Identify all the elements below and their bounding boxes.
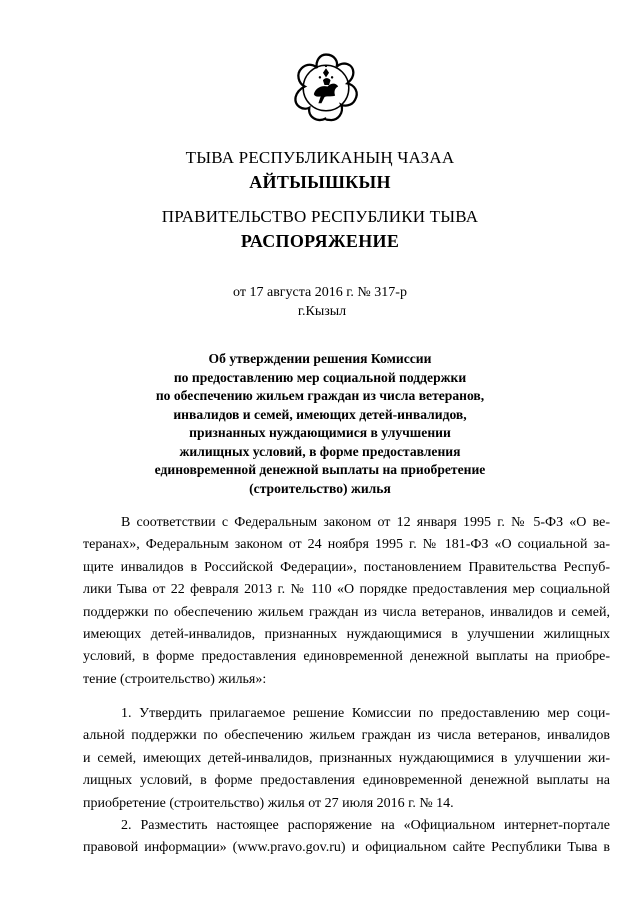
text-line: и семей, имеющих детей-инвалидов, признанных нуждающимися в улучшении жи- [83, 750, 610, 766]
item-1-paragraph [83, 703, 610, 815]
text-line: поддержки по обеспечению жильем граждан из числа ветеранов, инвалидов и семей, [83, 604, 610, 620]
title-line: жилищных условий, в форме предоставления [179, 443, 461, 459]
title-line: Об утверждении решения Комиссии [208, 351, 432, 366]
text-line: условий, в форме предоставления единовременной денежной выплаты на приобре- [83, 649, 610, 665]
title-line: единовременной денежной выплаты на приобретение [154, 462, 486, 477]
text-line: приобретение (строительство) жилья от 27 июля 2016 г. № 14. [83, 795, 454, 811]
text-line: лики Тыва от 22 февраля 2013 г. № 110 «О порядке предоставления мер социальной [83, 582, 610, 598]
title-line: по обеспечению жильем граждан из числа ветеранов, [155, 388, 485, 403]
tuvan-document-type: АЙТЫЫШКЫН [249, 172, 391, 192]
text-line: щите инвалидов в Российской Федерации», постановлением Правительства Респуб- [83, 559, 610, 575]
document-title [130, 350, 510, 498]
preamble-paragraph [83, 512, 610, 691]
text-line: 1. Утвердить прилагаемое решение Комиссии по предоставлению мер соци- [121, 706, 610, 721]
title-line: признанных нуждающимися в улучшении [189, 425, 451, 440]
item-2-paragraph [83, 815, 610, 860]
tuva-emblem-icon [288, 50, 364, 126]
text-line: теранах», Федеральным законом от 24 ноября 1995 г. № 181-ФЗ «О социальной за- [83, 537, 610, 553]
document-date-number: от 17 августа 2016 г. № 317-р [233, 285, 407, 300]
title-line: по предоставлению мер социальной поддержки [173, 369, 467, 385]
text-line: 2. Разместить настоящее распоряжение на «Официальном интернет-портале [121, 818, 610, 833]
document-city: г.Кызыл [297, 304, 347, 319]
russian-document-type: РАСПОРЯЖЕНИЕ [240, 231, 400, 251]
text-line: В соответствии с Федеральным законом от 12 января 1995 г. № 5-ФЗ «О ве- [121, 515, 610, 530]
text-line: лищных условий, в форме предоставления единовременной денежной выплаты на [83, 773, 610, 789]
text-line: правовой информации» (www.pravo.gov.ru) и официальном сайте Республики Тыва в [83, 840, 610, 856]
text-line: альной поддержки по обеспечению жильем граждан из числа ветеранов, инвалидов [83, 728, 610, 744]
title-line: инвалидов и семей, имеющих детей-инвалидов, [173, 406, 467, 422]
text-line: имеющих детей-инвалидов, признанных нуждающимися в улучшении жилищных [83, 627, 610, 643]
title-line: (строительство) жилья [249, 480, 391, 496]
text-line: тение (строительство) жилья»: [83, 671, 267, 687]
tuvan-government-name: ТЫВА РЕСПУБЛИКАНЫҢ ЧАЗАА [185, 148, 455, 167]
russian-government-name: ПРАВИТЕЛЬСТВО РЕСПУБЛИКИ ТЫВА [161, 207, 479, 226]
